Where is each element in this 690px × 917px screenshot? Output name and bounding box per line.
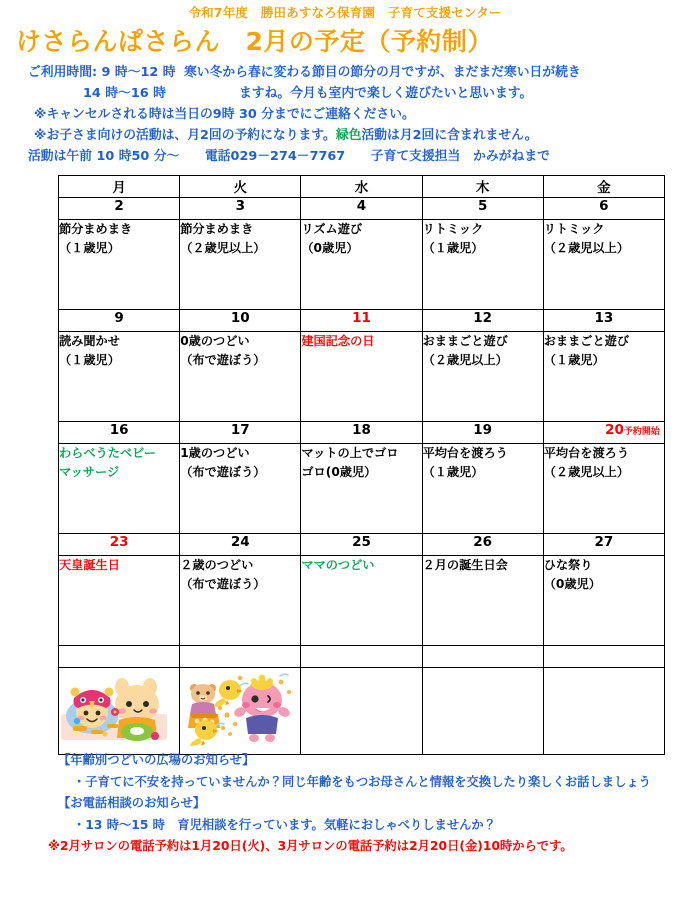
calendar-date-cell: [59, 310, 180, 332]
date-number: 13: [594, 310, 614, 326]
date-number: 5: [477, 198, 488, 214]
intro-row-hours-1: [28, 62, 678, 83]
event-text-line: おままごと遊び: [543, 334, 630, 348]
date-number: 9: [114, 310, 124, 326]
footer-warning: ※2月サロンの電話予約は1月20日(火)、3月サロンの電話予約は2月20日(金)10時からです。: [48, 839, 573, 853]
event-text-line: 節分まめまき: [59, 222, 133, 236]
calendar-event-cell: [301, 444, 422, 534]
calendar-date-cell: [422, 422, 543, 444]
bear-chicks-child-illustration-canvas: [180, 668, 300, 754]
calendar-date-cell: [543, 534, 664, 556]
calendar-event-cell: [180, 444, 301, 534]
event-text-line: 0歳のつどい: [180, 334, 250, 348]
date-number: 11: [352, 310, 371, 326]
calendar-date-row: [59, 198, 665, 220]
reservation-note-green: 緑色: [335, 128, 362, 143]
calendar-event-cell: [59, 220, 180, 310]
calendar-event-cell: [301, 332, 422, 422]
event-text-line: （0歳児）: [543, 577, 601, 591]
calendar-date-cell: [422, 534, 543, 556]
calendar-event-cell: [543, 332, 664, 422]
calendar-date-cell: [180, 422, 301, 444]
contact-note: 活動は午前 10 時50 分～ 電話029－274－7767 子育て支援担当 かみがねまで: [28, 149, 550, 164]
oni-mask-craft-illustration: [59, 668, 180, 755]
event-text-line: ２月の誕生日会: [422, 558, 508, 572]
weekday-header-0: 月: [59, 176, 180, 198]
calendar-event-cell: [422, 332, 543, 422]
event-text-line: ひな祭り: [543, 558, 593, 572]
intro-message-line-1: 寒い冬から春に変わる節目の節分の月ですが、まだまだ寒い日が続き: [184, 65, 581, 80]
weekday-header-2: 水: [301, 176, 422, 198]
reservation-note-pre: ※お子さま向けの活動は、月2回の予約になります。: [34, 128, 336, 143]
date-number: 17: [230, 422, 250, 438]
footer-heading-1: 【年齢別つどいの広場のお知らせ】: [58, 753, 255, 767]
calendar-date-cell: [59, 422, 180, 444]
calendar-date-cell: [180, 646, 301, 668]
calendar-event-cell: [59, 556, 180, 646]
footer-bullet-1: ・子育てに不安を持っていませんか？同じ年齢をもつお母さんと情報を交換したり楽しくお話しましょう: [73, 774, 651, 789]
calendar-date-cell: [422, 310, 543, 332]
date-number: 6: [599, 198, 609, 214]
calendar-event-row: [59, 668, 665, 755]
intro-row-hours-2: [28, 83, 678, 104]
calendar-date-cell: [543, 646, 664, 668]
calendar-date-cell: [422, 198, 543, 220]
event-text-line: （２歳児以上）: [543, 465, 630, 479]
event-text-line: 天皇誕生日: [59, 558, 120, 572]
event-text-line: 節分まめまき: [180, 222, 254, 236]
event-text-line: マッサージ: [59, 465, 120, 479]
calendar-event-cell: [59, 332, 180, 422]
usage-hours-label-1: ご利用時間: 9 時～12 時: [28, 65, 176, 80]
calendar-event-cell: [543, 444, 664, 534]
calendar-date-row: [59, 422, 665, 444]
calendar-date-cell: [59, 646, 180, 668]
date-number: 4: [356, 198, 367, 214]
weekday-header-1: 火: [180, 176, 301, 198]
date-number: 18: [352, 422, 371, 438]
calendar-date-cell: [59, 198, 180, 220]
calendar-event-cell: [422, 444, 543, 534]
event-text-line: （布で遊ぼう）: [180, 353, 266, 367]
calendar-date-cell: [301, 422, 422, 444]
calendar-event-row: [59, 444, 665, 534]
date-number: 25: [352, 534, 371, 550]
calendar-date-row: [59, 534, 665, 556]
calendar-event-cell: [301, 668, 422, 755]
event-text-line: （１歳児）: [543, 353, 605, 367]
event-text-line: 1歳のつどい: [180, 446, 250, 460]
event-text-line: 読み聞かせ: [59, 334, 120, 348]
weekday-header-4: 金: [543, 176, 664, 198]
calendar-date-cell: [180, 198, 301, 220]
reservation-note-post: 活動は月2回に含まれません。: [361, 128, 538, 143]
event-text-line: （１歳児）: [422, 465, 484, 479]
event-text-line: ママのつどい: [301, 558, 375, 572]
calendar-date-cell: [543, 310, 664, 332]
calendar-date-cell: [543, 422, 664, 444]
calendar-event-cell: [543, 668, 664, 755]
organization-line: 令和7年度 勝田あすなろ保育園 子育て支援センター: [188, 5, 502, 20]
calendar-event-cell: [422, 220, 543, 310]
calendar-date-cell: [180, 534, 301, 556]
calendar-date-cell: [543, 198, 664, 220]
monthly-calendar-table: [58, 175, 665, 755]
calendar-event-row: [59, 332, 665, 422]
weekday-header-row: [59, 176, 665, 198]
date-number: 23: [109, 534, 129, 550]
event-text-line: （２歳児以上）: [543, 241, 630, 255]
date-number: 20: [605, 422, 624, 438]
reservation-start-badge: 予約開始: [623, 427, 660, 437]
footer-bullet-2: ・13 時～15 時 育児相談を行っています。気軽におしゃべりしませんか？: [73, 817, 497, 832]
calendar-event-cell: [543, 220, 664, 310]
event-text-line: 平均台を渡ろう: [422, 446, 508, 460]
usage-hours-label-2: 14 時～16 時: [83, 86, 166, 101]
calendar-event-row: [59, 220, 665, 310]
event-text-line: （１歳児）: [422, 241, 484, 255]
event-text-line: ゴロ(0歳児）: [301, 465, 377, 479]
event-text-line: （１歳児）: [59, 241, 120, 255]
date-number: 27: [594, 534, 614, 550]
event-text-line: リトミック: [543, 222, 605, 236]
calendar-event-cell: [180, 220, 301, 310]
date-number: 16: [109, 422, 129, 438]
page-title: けさらんぱさらん 2月の予定（予約制）: [16, 27, 493, 56]
date-number: 24: [230, 534, 250, 550]
event-text-line: リトミック: [422, 222, 484, 236]
date-number: 2: [114, 198, 124, 214]
event-text-line: （0歳児）: [301, 241, 359, 255]
bear-chicks-child-illustration: [180, 668, 301, 755]
event-text-line: （２歳児以上）: [422, 353, 508, 367]
intro-message-line-2: ますね。今月も室内で楽しく遊びたいと思います。: [239, 86, 533, 101]
calendar-event-cell: [422, 556, 543, 646]
oni-mask-craft-illustration-canvas: [59, 668, 179, 754]
footer-heading-2: 【お電話相談のお知らせ】: [58, 796, 206, 810]
reservation-note: [28, 125, 678, 146]
footer-notes: [48, 750, 688, 858]
calendar-date-cell: [301, 534, 422, 556]
weekday-header-3: 木: [422, 176, 543, 198]
calendar-event-cell: [301, 556, 422, 646]
event-text-line: 建国記念の日: [301, 334, 375, 348]
date-number: 10: [230, 310, 250, 326]
calendar-date-cell: [59, 534, 180, 556]
event-text-line: ２歳のつどい: [180, 558, 254, 572]
calendar-event-cell: [301, 220, 422, 310]
date-number: 26: [473, 534, 493, 550]
date-number: 3: [235, 198, 245, 214]
calendar-date-cell: [180, 310, 301, 332]
event-text-line: マットの上でゴロ: [301, 446, 399, 460]
event-text-line: （布で遊ぼう）: [180, 465, 266, 479]
calendar-date-cell: [301, 198, 422, 220]
cancel-note: ※キャンセルされる時は当日の9時 30 分までにご連絡ください。: [34, 107, 415, 122]
calendar-event-cell: [180, 332, 301, 422]
event-text-line: （２歳児以上）: [180, 241, 266, 255]
calendar-date-cell: [301, 646, 422, 668]
calendar-event-cell: [543, 556, 664, 646]
calendar-event-cell: [422, 668, 543, 755]
intro-block: [28, 62, 678, 167]
calendar-date-cell: [301, 310, 422, 332]
calendar-date-row: [59, 310, 665, 332]
calendar-event-cell: [59, 444, 180, 534]
event-text-line: （１歳児）: [59, 353, 120, 367]
calendar-date-row: [59, 646, 665, 668]
event-text-line: おままごと遊び: [422, 334, 508, 348]
event-text-line: わらべうたベビー: [59, 446, 157, 460]
event-text-line: リズム遊び: [301, 222, 363, 236]
calendar-event-row: [59, 556, 665, 646]
calendar-date-cell: [422, 646, 543, 668]
date-number: 19: [473, 422, 493, 438]
date-number: 12: [473, 310, 493, 326]
event-text-line: （布で遊ぼう）: [180, 577, 266, 591]
calendar-event-cell: [180, 556, 301, 646]
event-text-line: 平均台を渡ろう: [543, 446, 630, 460]
